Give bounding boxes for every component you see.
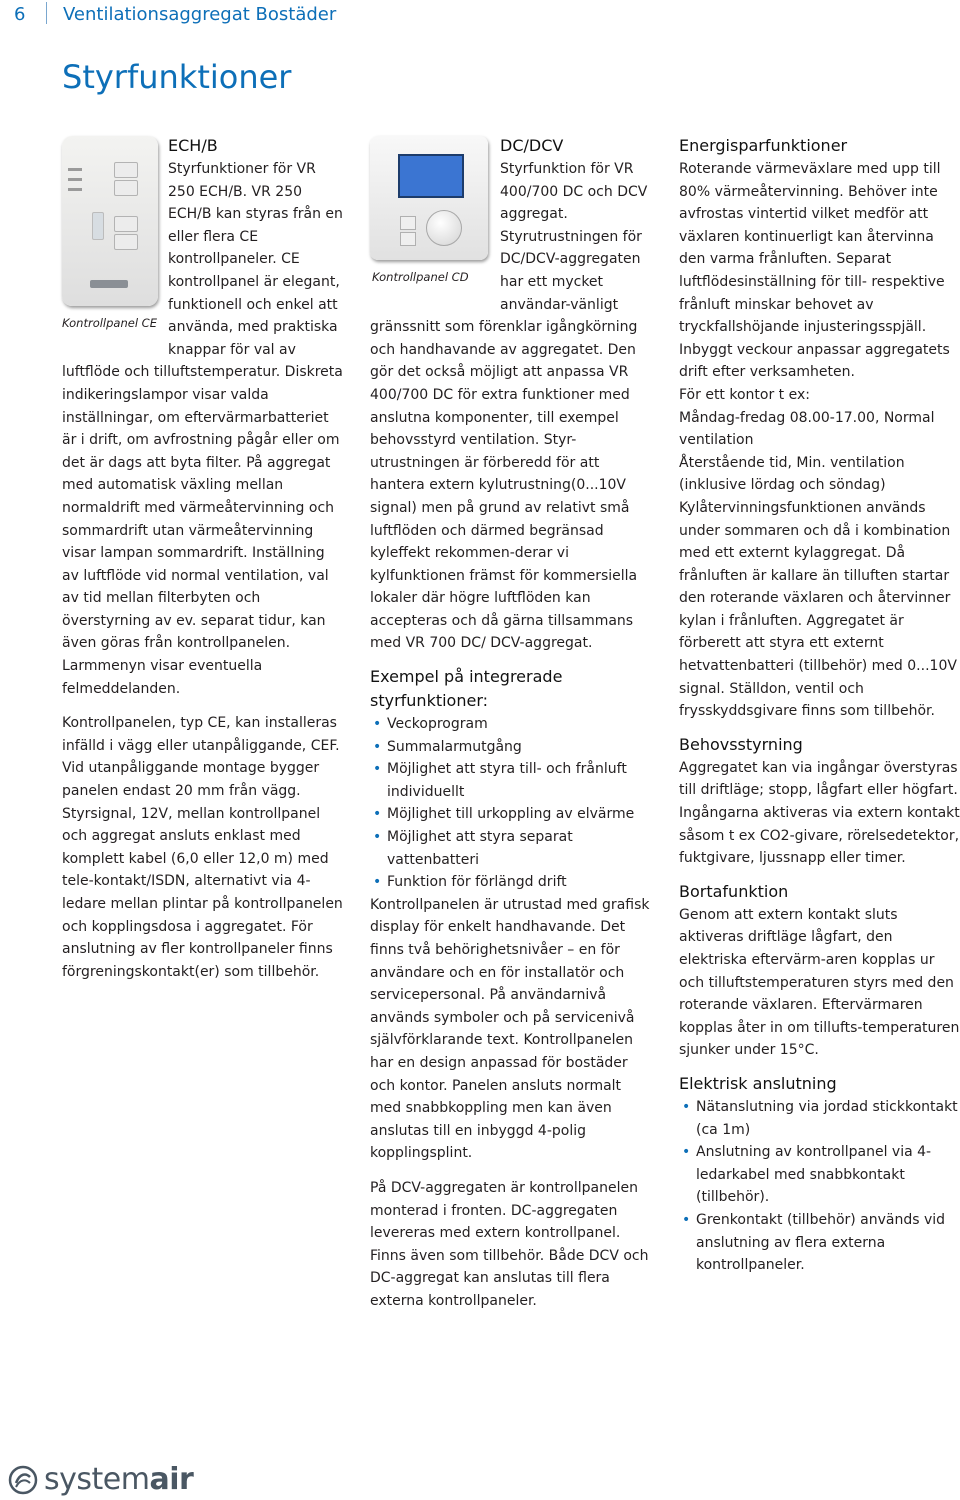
feature-list [370,713,652,894]
connection-list [679,1096,960,1277]
paragraph: För ett kontor t ex: [679,386,810,403]
paragraph: Styrfunktioner för VR 250 ECH/B. VR 250 ECH/B kan styras från en eller flera CE kontrollpaneler. CE kontrollpanel är elegant, funktionell och enkel att använda, med praktiska knappar för val av luftflöde och tilluftstemperatur. Diskreta indikeringslampor visar valda inställningar, om eftervärmarbatteriet är i drift, om avfrostning pågår eller om det är dags att byta filter. På aggregat med automatisk växling mellan normaldrift med värmeåtervinning och sommardrift utan värmeåtervinning visar lampan sommardrift. Inställning av luftflöde vid normal ventilation, val av tid mellan filterbyten och överstyrning av ev. separat tidur, kan även göras från kontrollpanelen. Larmmenyn visar eventuella felmeddelanden. [62,161,343,697]
page-header [14,2,336,32]
list-item: • Möjlighet att styra separat vattenbatteri [370,826,652,871]
paragraph: Återstående tid, Min. ventilation (inklusive lördag och söndag) [679,454,905,494]
column-dc-dcv [370,134,652,1313]
caption-ce: Kontrollpanel CE [62,316,157,330]
heading-ech-b: ECH/B [168,136,218,155]
page-number: 6 [14,4,26,25]
list-item: • Möjlighet att styra till- och frånluft individuellt [370,758,652,803]
list-item: • Summalarmutgång [370,736,652,759]
header-divider [46,2,47,24]
subheading-examples: Exempel på integrerade styrfunktioner: [370,667,563,711]
list-item: • Möjlighet till urkoppling av elvärme [370,803,652,826]
list-item: • Grenkontakt (tillbehör) används vid anslutning av flera externa kontrollpaneler. [679,1209,960,1277]
heading-behovsstyrning: Behovsstyrning [679,734,803,754]
paragraph: Kontrollpanelen, typ CE, kan installeras infälld i vägg eller utanpåliggande, CEF. Vid utanpåliggande montage bygger panelen endast 20 mm från vägg. Styrsignal, 12V, mellan kontrollpanel och aggregat ansluts enklast med komplett kabel (6,0 eller 12,0 m) med tele-kontakt/ISDN, alternativt via 4-ledare mellan plintar på kontrollpanelen och kopplingsdosa i aggregatet. För anslutning av fler kontrollpaneler finns förgreningskontakt(er) som tillbehör. [62,715,343,980]
list-item: • Anslutning av kontrollpanel via 4-ledarkabel med snabbkontakt (tillbehör). [679,1141,960,1209]
brand-bold: air [149,1462,194,1497]
brand-wordmark [44,1462,193,1497]
column-ech-b [62,134,344,983]
column-energy [679,134,960,1277]
paragraph: Genom att extern kontakt sluts aktiveras driftläge lågfart, den elektriska eftervärm-aren kopplas ur och tilluftstemperaturen styrs med den roterande växlaren. Eftervärmaren kopplas åter in om tillufts-temperaturen sjunker under 15°C. [679,906,960,1059]
spacer [62,700,344,712]
heading-energisparfunktioner: Energisparfunktioner [679,136,848,155]
paragraph: Måndag-fredag 08.00-17.00, Normal ventilation [679,409,935,449]
paragraph: Styrfunktion för VR 400/700 DC och DCV aggregat. Styrutrustningen för DC/DCV-aggregaten har ett mycket användar-vänligt gränssnitt som förenklar igångkörning och handhavande av aggregatet. Den gör det också möjligt att anpassa VR 400/700 DC för extra funktioner med anslutna komponenter, till exempel behovsstyrd ventilation. Styr-utrustningen är förberedd för att hantera extern kylutrustning(0...10V signal) men på grund av relativt små luftflöden och därmed begränsad kyleffekt rekommen-derar vi kylfunktionen främst för kommersiella lokaler där högre luftflöden kan accepteras och då gärna tillsammans med VR 700 DC/ DCV-aggregat. [370,161,648,652]
systemair-logo-icon [8,1465,38,1495]
image-float-spacer [370,134,500,314]
list-item: • Nätanslutning via jordad stickkontakt (ca 1m) [679,1096,960,1141]
heading-bortafunktion: Bortafunktion [679,881,789,901]
paragraph: Kontrollpanelen är utrustad med grafisk display för enkelt handhavande. Det finns två behörighetsnivåer – en för användare och en för installatör och servicepersonal. På användarnivå används symboler och på servicenivå självförklarande text. Kontrollpanelen har en design anpassad för bostäder och kontor. Panelen ansluts normalt med snabbkoppling men kan även anslutas till en inbyggd 4-polig kopplingsplint. [370,896,650,1162]
page-title: Styrfunktioner [62,58,292,96]
heading-dc-dcv: DC/DCV [500,136,564,155]
paragraph: Kylåtervinningsfunktionen används under sommaren och då i kombination med ett externt kylaggregat. Då frånluften är kallare än tilluften startar den roterande växlaren och återvinner kylan i frånluften. Aggregatet är förberett att styra ett externt hetvattenbatteri (tillbehör) med 0...10V signal. Ställdon, ventil och frysskyddsgivare finns som tillbehör. [679,499,957,720]
spacer [370,1165,652,1177]
section-title: Ventilationsaggregat Bostäder [63,4,337,25]
list-item: • Veckoprogram [370,713,652,736]
paragraph: Aggregatet kan via ingångar överstyras till driftläge; stopp, lågfart eller högfart. Ingångarna aktiveras via extern kontakt såsom t ex CO2-givare, rörelsedetektor, fuktgivare, ljussnapp eller timer. [679,759,960,867]
systemair-logo [8,1462,193,1497]
caption-cd: Kontrollpanel CD [372,270,469,284]
image-float-spacer [62,134,168,360]
heading-elektrisk-anslutning: Elektrisk anslutning [679,1073,837,1093]
brand-light: system [44,1462,150,1497]
paragraph: På DCV-aggregaten är kontrollpanelen monterad i fronten. DC-aggregaten levereras med extern kontrollpanel. Finns även som tillbehör. Både DCV och DC-aggregat kan anslutas till flera externa kontrollpaneler. [370,1179,649,1309]
list-item: • Funktion för förlängd drift [370,871,652,894]
paragraph: Roterande värmeväxlare med upp till 80% värmeåtervinning. Behöver inte avfrostas vintertid vilket medför att växlaren kontinuerligt kan återvinna den varma frånluften. Separat luftflödesinställning för till- respektive frånluft minskar behovet av tryckfallshöjande injusteringsspjäll. Inbyggt veckour anpassar aggregatets drift efter verksamheten. [679,161,950,381]
